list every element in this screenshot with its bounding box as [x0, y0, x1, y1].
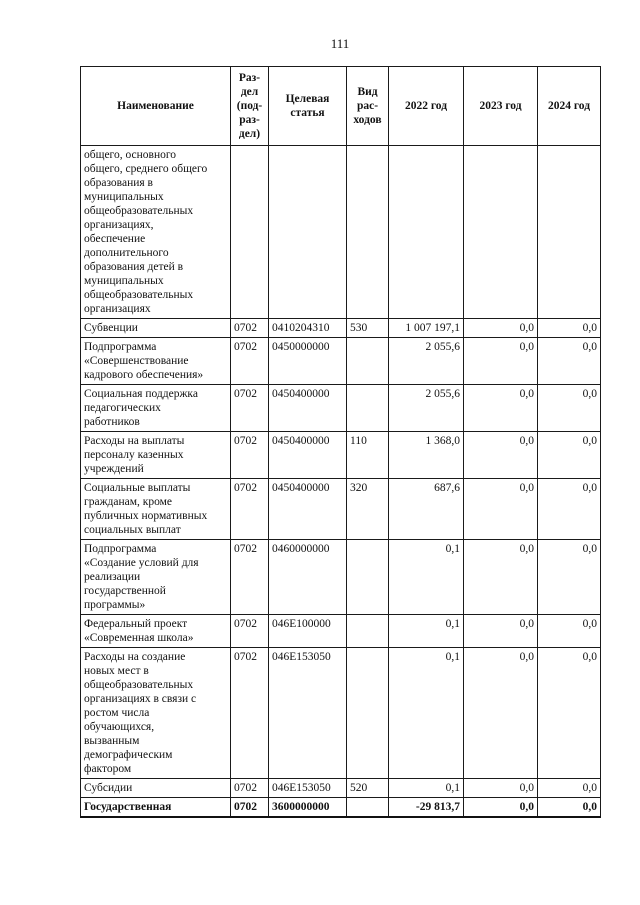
table-row [81, 798, 601, 818]
table-row [81, 540, 601, 615]
expense-cell [347, 615, 389, 648]
section-cell [231, 146, 269, 319]
name-line: социальных выплат [84, 524, 181, 536]
name-line: «Создание условий для [84, 557, 199, 569]
value-2022-cell: 2 055,6 [389, 385, 464, 432]
name-line: реализации [84, 571, 141, 583]
header-expense-line: рас- [356, 100, 379, 112]
name-line: учреждений [84, 463, 144, 475]
value-2023-cell: 0,0 [464, 540, 538, 615]
value-2024-cell: 0,0 [538, 319, 601, 338]
value-2023-cell: 0,0 [464, 615, 538, 648]
expense-cell: 320 [347, 479, 389, 540]
name-line: ростом числа [84, 707, 150, 719]
value-2022-cell: 1 007 197,1 [389, 319, 464, 338]
value-2023-cell: 0,0 [464, 338, 538, 385]
name-line: вызванным [84, 735, 140, 747]
value-2022-cell: 0,1 [389, 615, 464, 648]
table-row [81, 648, 601, 779]
table-row [81, 479, 601, 540]
name-line: Расходы на создание [84, 651, 186, 663]
header-2024: 2024 год [538, 67, 601, 146]
name-line: образования в [84, 177, 153, 189]
value-2023-cell: 0,0 [464, 385, 538, 432]
value-2023-cell: 0,0 [464, 648, 538, 779]
name-line: фактором [84, 763, 132, 775]
value-2024-cell: 0,0 [538, 648, 601, 779]
name-line: программы» [84, 599, 146, 611]
name-cell [81, 385, 231, 432]
value-2022-cell: 0,1 [389, 648, 464, 779]
name-cell [81, 479, 231, 540]
name-line: Субсидии [84, 782, 133, 794]
budget-table [80, 66, 601, 818]
name-cell [81, 615, 231, 648]
target-cell: 0450400000 [269, 432, 347, 479]
name-line: работников [84, 416, 140, 428]
name-line: обучающихся, [84, 721, 155, 733]
expense-cell: 520 [347, 779, 389, 798]
name-cell [81, 648, 231, 779]
value-2023-cell: 0,0 [464, 432, 538, 479]
target-cell: 046E100000 [269, 615, 347, 648]
name-line: «Совершенствование [84, 355, 189, 367]
section-cell: 0702 [231, 385, 269, 432]
header-expense-line: ходов [353, 114, 382, 126]
expense-cell [347, 648, 389, 779]
expense-cell [347, 540, 389, 615]
target-cell: 0460000000 [269, 540, 347, 615]
value-2024-cell: 0,0 [538, 540, 601, 615]
name-line: Государственная [84, 801, 172, 813]
value-2024-cell [538, 146, 601, 319]
expense-cell [347, 146, 389, 319]
value-2024-cell: 0,0 [538, 615, 601, 648]
value-2023-cell [464, 146, 538, 319]
header-2022: 2022 год [389, 67, 464, 146]
value-2024-cell: 0,0 [538, 432, 601, 479]
name-line: публичных нормативных [84, 510, 208, 522]
header-section-line: дел) [238, 128, 261, 140]
table-row [81, 146, 601, 319]
expense-cell [347, 338, 389, 385]
page-number: 111 [330, 36, 350, 51]
table-row [81, 779, 601, 798]
name-line: муниципальных [84, 191, 164, 203]
name-line: общеобразовательных [84, 289, 194, 301]
header-target [269, 67, 347, 146]
table-row [81, 338, 601, 385]
name-cell [81, 319, 231, 338]
header-section-line: дел [240, 86, 259, 98]
table-row [81, 615, 601, 648]
table-row [81, 432, 601, 479]
name-line: персоналу казенных [84, 449, 184, 461]
header-expense-line: Вид [357, 86, 378, 98]
section-cell: 0702 [231, 479, 269, 540]
name-cell [81, 798, 231, 818]
name-line: общеобразовательных [84, 205, 194, 217]
name-line: обеспечение [84, 233, 146, 245]
target-cell: 0450000000 [269, 338, 347, 385]
section-cell: 0702 [231, 615, 269, 648]
table-header-row [81, 67, 601, 146]
name-line: Подпрограмма [84, 543, 157, 555]
name-line: муниципальных [84, 275, 164, 287]
value-2022-cell: 2 055,6 [389, 338, 464, 385]
target-cell: 046E153050 [269, 779, 347, 798]
name-line: организациях [84, 303, 151, 315]
name-line: общеобразовательных [84, 679, 194, 691]
value-2023-cell: 0,0 [464, 319, 538, 338]
header-section-line: раз- [239, 114, 260, 126]
header-section [231, 67, 269, 146]
name-line: организациях в связи с [84, 693, 197, 705]
name-line: образования детей в [84, 261, 184, 273]
value-2022-cell: 0,1 [389, 779, 464, 798]
target-cell: 3600000000 [269, 798, 347, 818]
value-2022-cell [389, 146, 464, 319]
header-name: Наименование [81, 67, 231, 146]
target-cell [269, 146, 347, 319]
section-cell: 0702 [231, 540, 269, 615]
name-line: Подпрограмма [84, 341, 157, 353]
name-cell [81, 432, 231, 479]
name-line: «Современная школа» [84, 632, 194, 644]
target-cell: 0450400000 [269, 479, 347, 540]
value-2023-cell: 0,0 [464, 479, 538, 540]
name-line: Расходы на выплаты [84, 435, 185, 447]
expense-cell [347, 798, 389, 818]
value-2024-cell: 0,0 [538, 385, 601, 432]
header-target-line: статья [290, 107, 325, 119]
target-cell: 0410204310 [269, 319, 347, 338]
name-line: Социальные выплаты [84, 482, 191, 494]
name-cell [81, 146, 231, 319]
name-line: организациях, [84, 219, 154, 231]
name-line: Субвенции [84, 322, 138, 334]
header-section-line: (под- [236, 100, 263, 112]
name-line: дополнительного [84, 247, 169, 259]
name-line: гражданам, кроме [84, 496, 173, 508]
header-expense [347, 67, 389, 146]
section-cell: 0702 [231, 432, 269, 479]
name-line: новых мест в [84, 665, 149, 677]
header-section-line: Раз- [238, 72, 261, 84]
section-cell: 0702 [231, 648, 269, 779]
value-2022-cell: -29 813,7 [389, 798, 464, 818]
header-2023: 2023 год [464, 67, 538, 146]
value-2024-cell: 0,0 [538, 479, 601, 540]
expense-cell [347, 385, 389, 432]
name-line: кадрового обеспечения» [84, 369, 204, 381]
name-line: государственной [84, 585, 166, 597]
table-row [81, 319, 601, 338]
section-cell: 0702 [231, 798, 269, 818]
value-2022-cell: 1 368,0 [389, 432, 464, 479]
value-2023-cell: 0,0 [464, 798, 538, 818]
target-cell: 046E153050 [269, 648, 347, 779]
target-cell: 0450400000 [269, 385, 347, 432]
value-2024-cell: 0,0 [538, 779, 601, 798]
expense-cell: 530 [347, 319, 389, 338]
name-line: Федеральный проект [84, 618, 188, 630]
name-line: педагогических [84, 402, 161, 414]
value-2024-cell: 0,0 [538, 798, 601, 818]
name-cell [81, 338, 231, 385]
section-cell: 0702 [231, 319, 269, 338]
section-cell: 0702 [231, 779, 269, 798]
value-2024-cell: 0,0 [538, 338, 601, 385]
name-line: Социальная поддержка [84, 388, 198, 400]
name-line: общего, основного [84, 149, 177, 161]
name-line: общего, среднего общего [84, 163, 208, 175]
value-2022-cell: 0,1 [389, 540, 464, 615]
table-row [81, 385, 601, 432]
value-2023-cell: 0,0 [464, 779, 538, 798]
section-cell: 0702 [231, 338, 269, 385]
table-body [81, 146, 601, 818]
name-line: демографическим [84, 749, 173, 761]
header-target-line: Целевая [285, 93, 330, 105]
value-2022-cell: 687,6 [389, 479, 464, 540]
expense-cell: 110 [347, 432, 389, 479]
name-cell [81, 540, 231, 615]
name-cell [81, 779, 231, 798]
